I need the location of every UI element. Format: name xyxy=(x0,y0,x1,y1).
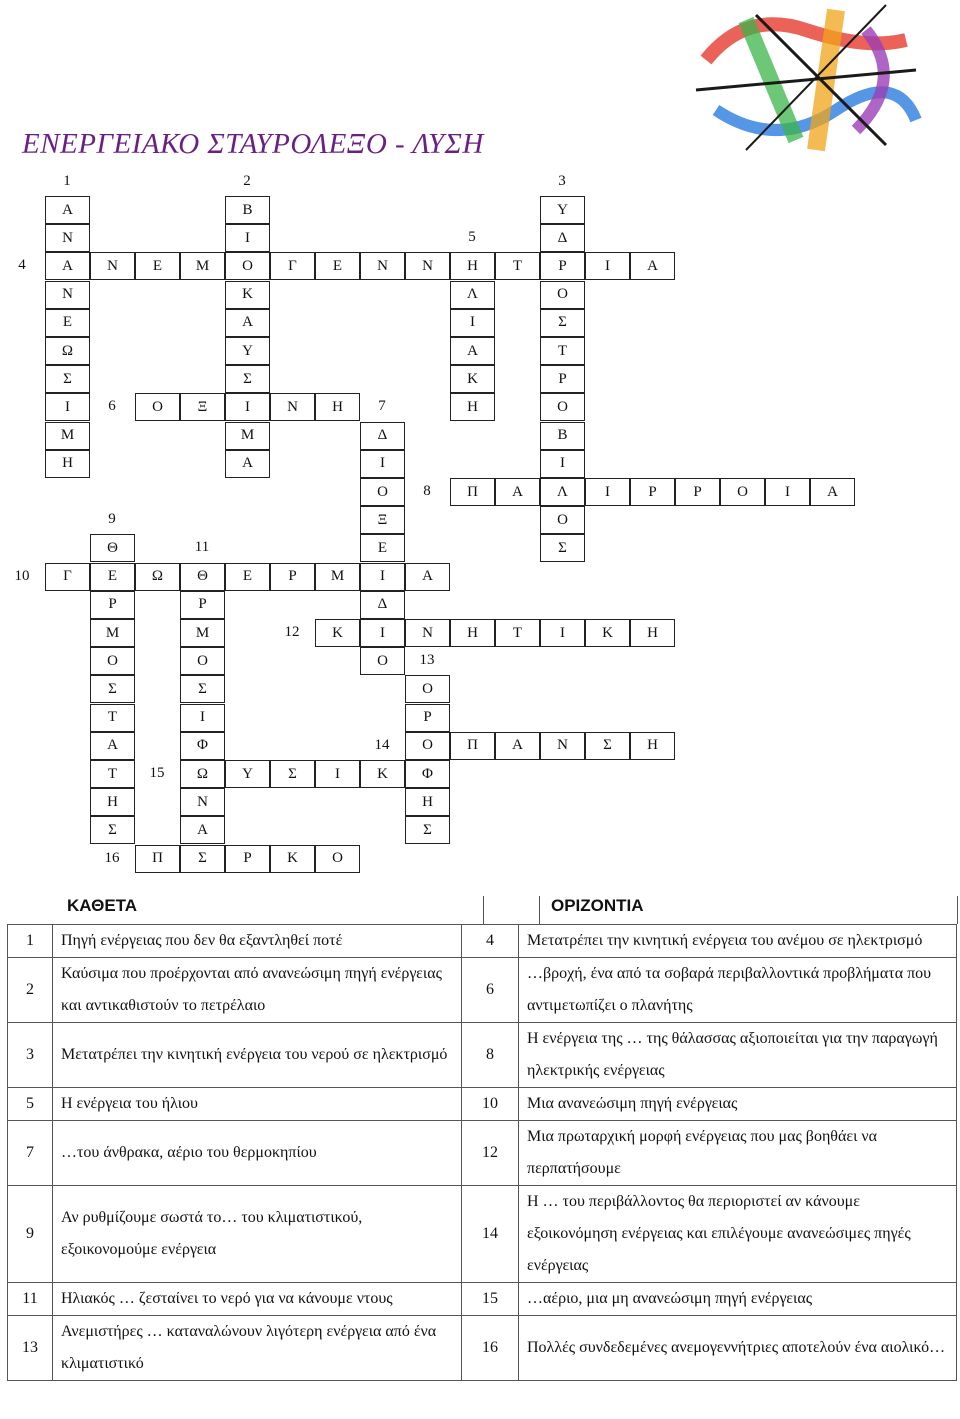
clue-number: 16 xyxy=(104,849,120,866)
crossword-cell: Ν xyxy=(360,252,405,280)
crossword-cell: Λ xyxy=(450,281,495,309)
crossword-cell: Σ xyxy=(540,309,585,337)
crossword-cell: Σ xyxy=(270,760,315,788)
crossword-cell: Ρ xyxy=(270,563,315,591)
horizontal-clue-text: Η … του περιβάλλοντος θα περιοριστεί αν κάνουμε εξοικονόμηση ενέργειας και επιλέγουμε ανανεώσιμες πηγές ενέργειας xyxy=(519,1186,957,1283)
clue-number: 8 xyxy=(423,483,431,499)
crossword-cell: Γ xyxy=(45,563,90,591)
crossword-cell: Ν xyxy=(45,281,90,309)
horizontal-clue-number: 16 xyxy=(462,1316,519,1381)
crossword-cell: Ο xyxy=(405,732,450,760)
crossword-cell: Τ xyxy=(540,337,585,365)
crossword-cell: Δ xyxy=(360,422,405,450)
crossword-cell: Ι xyxy=(180,704,225,732)
crossword-cell: Ι xyxy=(360,619,405,647)
crossword-cell: Ι xyxy=(315,760,360,788)
crossword-cell: Ε xyxy=(135,252,180,280)
crossword-cell: Σ xyxy=(180,675,225,703)
crossword-cell: Α xyxy=(225,450,270,478)
crossword-cell: Δ xyxy=(540,224,585,252)
crossword-cell: Ω xyxy=(135,563,180,591)
crossword-cell: Α xyxy=(45,196,90,224)
crossword-cell: Μ xyxy=(90,619,135,647)
vertical-clue-number: 1 xyxy=(8,925,53,958)
crossword-cell: Ι xyxy=(540,450,585,478)
crossword-cell: Σ xyxy=(585,732,630,760)
crossword-cell: Ο xyxy=(135,393,180,421)
crossword-cell: Σ xyxy=(540,534,585,562)
crossword-cell: Κ xyxy=(270,845,315,873)
crossword-cell: Α xyxy=(495,478,540,506)
crossword-cell: Λ xyxy=(540,478,585,506)
vertical-clue-text: Πηγή ενέργειας που δεν θα εξαντληθεί ποτέ xyxy=(53,925,462,958)
clue-number: 4 xyxy=(18,257,26,274)
crossword-cell: Θ xyxy=(180,563,225,591)
crossword-cell: Π xyxy=(450,732,495,760)
crossword-cell: Ν xyxy=(180,788,225,816)
crossword-cell: Ε xyxy=(225,563,270,591)
crossword-cell: Τ xyxy=(495,619,540,647)
crossword-cell: Ω xyxy=(180,760,225,788)
crossword-cell: Ρ xyxy=(180,591,225,619)
horizontal-clue-text: …βροχή, ένα από τα σοβαρά περιβαλλοντικά προβλήματα που αντιμετωπίζει ο πλανήτης xyxy=(519,958,957,1023)
crossword-cell: Π xyxy=(450,478,495,506)
clue-row xyxy=(8,958,957,1023)
crossword-cell: Η xyxy=(450,393,495,421)
clue-row xyxy=(8,1088,957,1121)
clue-number: 2 xyxy=(243,172,251,189)
horizontal-clue-text: Μετατρέπει την κινητική ενέργεια του ανέμου σε ηλεκτρισμό xyxy=(519,925,957,958)
crossword-cell: Ω xyxy=(45,337,90,365)
vertical-clue-number: 9 xyxy=(8,1186,53,1283)
crossword-cell: Ο xyxy=(540,393,585,421)
vertical-clue-text: …του άνθρακα, αέριο του θερμοκηπίου xyxy=(53,1121,462,1186)
crossword-cell: Ο xyxy=(405,675,450,703)
horizontal-clue-text: Μια ανανεώσιμη πηγή ενέργειας xyxy=(519,1088,957,1121)
crossword-cell: Σ xyxy=(45,365,90,393)
crossword-cell: Θ xyxy=(90,534,135,562)
clue-row xyxy=(8,1186,957,1283)
crossword-cell: Μ xyxy=(315,563,360,591)
clue-number: 11 xyxy=(194,539,210,556)
crossword-cell: Υ xyxy=(225,337,270,365)
crossword-cell: Υ xyxy=(540,196,585,224)
crossword-cell: Ο xyxy=(540,281,585,309)
crossword-cell: Α xyxy=(810,478,855,506)
crossword-cell: Ι xyxy=(360,450,405,478)
clue-number: 10 xyxy=(14,567,30,584)
horizontal-header: ΟΡΙΖΟΝΤΙΑ xyxy=(551,896,644,915)
crossword-cell: Γ xyxy=(270,252,315,280)
vertical-clue-number: 7 xyxy=(8,1121,53,1186)
horizontal-clue-number: 8 xyxy=(462,1023,519,1088)
horizontal-clue-text: …αέριο, μια μη ανανεώσιμη πηγή ενέργειας xyxy=(519,1283,957,1316)
clue-number: 15 xyxy=(149,765,165,781)
crossword-cell: Η xyxy=(450,252,495,280)
crossword-cell: Κ xyxy=(315,619,360,647)
crossword-cell: Ο xyxy=(360,647,405,675)
clues-table xyxy=(7,924,957,1381)
crossword-cell: Ρ xyxy=(405,704,450,732)
clue-number: 6 xyxy=(108,398,116,415)
crossword-cell: Τ xyxy=(90,704,135,732)
crossword-cell: Ρ xyxy=(225,845,270,873)
clue-number: 5 xyxy=(468,229,476,246)
crossword-cell: Α xyxy=(45,252,90,280)
crossword-cell: Ρ xyxy=(90,591,135,619)
crossword-cell: Β xyxy=(540,422,585,450)
crossword-cell: Η xyxy=(450,619,495,647)
crossword-cell: Σ xyxy=(90,816,135,844)
clue-row xyxy=(8,1316,957,1381)
crossword-cell: Ν xyxy=(45,224,90,252)
horizontal-clue-number: 10 xyxy=(462,1088,519,1121)
crossword-cell: Ξ xyxy=(180,393,225,421)
horizontal-clue-number: 15 xyxy=(462,1283,519,1316)
horizontal-clue-number: 4 xyxy=(462,925,519,958)
crossword-cell: Κ xyxy=(585,619,630,647)
crossword-cell: Ρ xyxy=(540,365,585,393)
crossword-cell: Μ xyxy=(180,619,225,647)
crossword-cell: Ν xyxy=(270,393,315,421)
crossword-cell: Α xyxy=(450,337,495,365)
crossword-cell: Κ xyxy=(225,281,270,309)
crossword-cell: Ν xyxy=(540,732,585,760)
crossword-cell: Ξ xyxy=(360,506,405,534)
crossword-cell: Ρ xyxy=(630,478,675,506)
vertical-clue-number: 3 xyxy=(8,1023,53,1088)
crossword-cell: Ε xyxy=(315,252,360,280)
crossword-cell: Ρ xyxy=(540,252,585,280)
clue-row xyxy=(8,1023,957,1088)
crossword-cell: Μ xyxy=(45,422,90,450)
crossword-cell: Ο xyxy=(540,506,585,534)
crossword-cell: Υ xyxy=(225,760,270,788)
clue-number: 13 xyxy=(419,652,435,669)
crossword-cell: Τ xyxy=(495,252,540,280)
vertical-clue-text: Ανεμιστήρες … καταναλώνουν λιγότερη ενέργεια από ένα κλιματιστικό xyxy=(53,1316,462,1381)
crossword-cell: Σ xyxy=(225,365,270,393)
horizontal-clue-number: 6 xyxy=(462,958,519,1023)
crossword-cell: Ο xyxy=(360,478,405,506)
crossword-cell: Σ xyxy=(90,675,135,703)
crossword-cell: Ο xyxy=(315,845,360,873)
crossword-cell: Δ xyxy=(360,591,405,619)
crossword-cell: Η xyxy=(405,788,450,816)
crossword-cell: Ρ xyxy=(675,478,720,506)
crossword-cell: Β xyxy=(225,196,270,224)
vertical-clue-text: Καύσιμα που προέρχονται από ανανεώσιμη πηγή ενέργειας και αντικαθιστούν το πετρέλαιο xyxy=(53,958,462,1023)
crossword-cell: Ι xyxy=(45,393,90,421)
crossword-cell: Τ xyxy=(90,760,135,788)
crossword-cell: Μ xyxy=(180,252,225,280)
crossword-cell: Α xyxy=(630,252,675,280)
vertical-clue-text: Μετατρέπει την κινητική ενέργεια του νερού σε ηλεκτρισμό xyxy=(53,1023,462,1088)
crossword-cell: Α xyxy=(180,816,225,844)
vertical-clue-number: 5 xyxy=(8,1088,53,1121)
crossword-cell: Ν xyxy=(90,252,135,280)
clue-row xyxy=(8,1283,957,1316)
horizontal-clue-text: Η ενέργεια της … της θάλασσας αξιοποιείται για την παραγωγή ηλεκτρικής ενέργειας xyxy=(519,1023,957,1088)
vertical-clue-number: 2 xyxy=(8,958,53,1023)
horizontal-clue-text: Μια πρωταρχική μορφή ενέργειας που μας βοηθάει να περπατήσουμε xyxy=(519,1121,957,1186)
crossword-cell: Π xyxy=(135,845,180,873)
crossword-cell: Σ xyxy=(180,845,225,873)
crossword-cell: Η xyxy=(315,393,360,421)
crossword-cell: Ν xyxy=(405,619,450,647)
horizontal-clue-number: 12 xyxy=(462,1121,519,1186)
crossword-cell: Ι xyxy=(585,252,630,280)
page-title: ΕΝΕΡΓΕΙΑΚΟ ΣΤΑΥΡΟΛΕΞΟ - ΛΥΣΗ xyxy=(22,128,484,160)
clue-number: 1 xyxy=(63,172,71,189)
horizontal-clue-text: Πολλές συνδεδεμένες ανεμογεννήτριες αποτελούν ένα αιολικό… xyxy=(519,1316,957,1381)
crossword-cell: Α xyxy=(405,563,450,591)
crossword-cell: Ν xyxy=(405,252,450,280)
crossword-cell: Η xyxy=(630,619,675,647)
crossword-cell: Φ xyxy=(405,760,450,788)
clue-number: 12 xyxy=(284,624,300,640)
crossword-cell: Ι xyxy=(450,309,495,337)
clue-number: 9 xyxy=(108,511,116,528)
vertical-header: ΚΑΘΕΤΑ xyxy=(67,896,138,915)
vertical-clue-text: Ηλιακός … ζεσταίνει το νερό για να κάνουμε ντους xyxy=(53,1283,462,1316)
crossword-cell: Ο xyxy=(90,647,135,675)
crossword-cell: Ι xyxy=(225,224,270,252)
crossword-cell: Ι xyxy=(585,478,630,506)
clue-number: 7 xyxy=(378,398,386,415)
crossword-cell: Φ xyxy=(180,732,225,760)
crossword-cell: Α xyxy=(225,309,270,337)
crossword-cell: Ε xyxy=(90,563,135,591)
clue-number: 3 xyxy=(558,172,566,189)
vertical-clue-number: 11 xyxy=(8,1283,53,1316)
crossword-cell: Ι xyxy=(765,478,810,506)
crossword-cell: Ο xyxy=(720,478,765,506)
crossword-cell: Κ xyxy=(450,365,495,393)
crossword-cell: Η xyxy=(90,788,135,816)
crossword-cell: Ι xyxy=(360,563,405,591)
crossword-cell: Ο xyxy=(225,252,270,280)
crossword-cell: Ι xyxy=(540,619,585,647)
crossword-cell: Ι xyxy=(225,393,270,421)
vertical-clue-number: 13 xyxy=(8,1316,53,1381)
clue-row xyxy=(8,1121,957,1186)
crossword-cell: Σ xyxy=(405,816,450,844)
clue-row xyxy=(8,925,957,958)
crossword-cell: Κ xyxy=(360,760,405,788)
horizontal-clue-number: 14 xyxy=(462,1186,519,1283)
clue-number: 14 xyxy=(374,736,390,753)
crossword-cell: Ε xyxy=(360,534,405,562)
crossword-cell: Ο xyxy=(180,647,225,675)
crossword-cell: Μ xyxy=(225,422,270,450)
crossword-cell: Ε xyxy=(45,309,90,337)
crossword-cell: Α xyxy=(495,732,540,760)
crossword-cell: Η xyxy=(630,732,675,760)
crossword-cell: Α xyxy=(90,732,135,760)
crossword-cell: Η xyxy=(45,450,90,478)
vertical-clue-text: Η ενέργεια του ήλιου xyxy=(53,1088,462,1121)
vertical-clue-text: Αν ρυθμίζουμε σωστά το… του κλιματιστικού, εξοικονομούμε ενέργεια xyxy=(53,1186,462,1283)
